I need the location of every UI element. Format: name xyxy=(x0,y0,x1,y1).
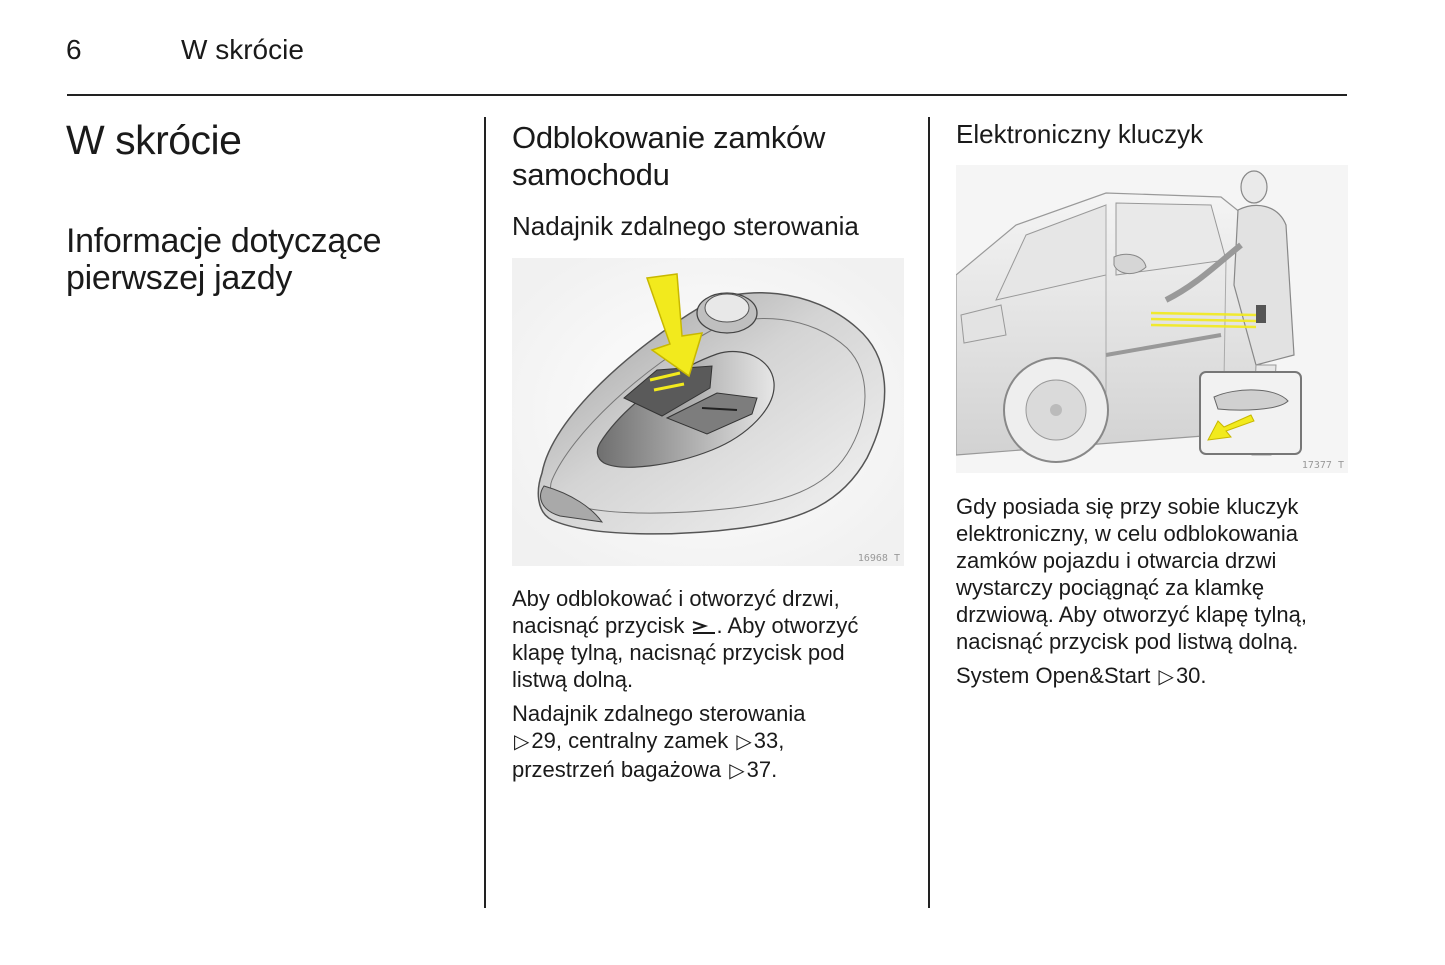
heading-line: Odblokowanie zamków xyxy=(512,120,826,155)
remote-key-illustration xyxy=(512,258,904,566)
paragraph xyxy=(512,700,912,785)
section-title-line: pierwszej jazdy xyxy=(66,259,293,297)
text-line: klapę tylną, nacisnąć przycisk pod xyxy=(512,640,845,665)
unlock-heading xyxy=(512,119,912,193)
text-line: Nadajnik zdalnego sterowania xyxy=(512,701,806,726)
section-title-line: Informacje dotyczące xyxy=(66,222,382,260)
cross-reference-icon: ▷ xyxy=(1158,666,1174,688)
text-line: drzwiową. Aby otworzyć klapę tylną, xyxy=(956,602,1307,627)
text-line: . Aby otworzyć xyxy=(716,613,859,638)
section-title xyxy=(66,223,381,297)
cross-reference-link[interactable]: 37. xyxy=(746,757,778,782)
text-line: nacisnąć przycisk pod listwą dolną. xyxy=(956,629,1299,654)
car-door-illustration xyxy=(956,165,1348,473)
paragraph xyxy=(512,585,912,693)
cross-reference-icon: ▷ xyxy=(736,731,752,753)
chapter-title: W skrócie xyxy=(66,117,242,163)
header-rule xyxy=(67,94,1347,96)
text-line: przestrzeń bagażowa xyxy=(512,757,722,782)
column-divider xyxy=(484,117,486,908)
cross-reference-link[interactable]: 30. xyxy=(1175,663,1207,688)
paragraph xyxy=(956,662,1351,691)
remote-instructions xyxy=(512,585,912,792)
electronic-key-heading: Elektroniczny kluczyk xyxy=(956,119,1204,149)
unlock-button-icon xyxy=(691,617,717,635)
cross-reference-link[interactable]: 29, centralny zamek xyxy=(531,728,729,753)
text-line: elektroniczny, w celu odblokowania xyxy=(956,521,1298,546)
text-line: System Open&Start xyxy=(956,663,1151,688)
text-line: nacisnąć przycisk xyxy=(512,613,685,638)
cross-reference-icon: ▷ xyxy=(514,731,530,753)
figure-code: 16968 T xyxy=(857,553,900,564)
text-line: Aby odblokować i otworzyć drzwi, xyxy=(512,586,840,611)
running-title: W skrócie xyxy=(181,34,304,65)
text-line: listwą dolną. xyxy=(512,667,634,692)
paragraph xyxy=(956,493,1351,655)
heading-line: samochodu xyxy=(512,157,670,192)
text-line: wystarczy pociągnąć za klamkę xyxy=(956,575,1265,600)
figure-code: 17377 T xyxy=(1301,460,1344,471)
page-number: 6 xyxy=(66,34,82,65)
column-divider xyxy=(928,117,930,908)
remote-control-subheading: Nadajnik zdalnego sterowania xyxy=(512,211,859,241)
cross-reference-icon: ▷ xyxy=(729,760,745,782)
electronic-key-instructions xyxy=(956,493,1351,698)
cross-reference-link[interactable]: 33, xyxy=(753,728,785,753)
text-line: zamków pojazdu i otwarcia drzwi xyxy=(956,548,1277,573)
text-line: Gdy posiada się przy sobie kluczyk xyxy=(956,494,1299,519)
